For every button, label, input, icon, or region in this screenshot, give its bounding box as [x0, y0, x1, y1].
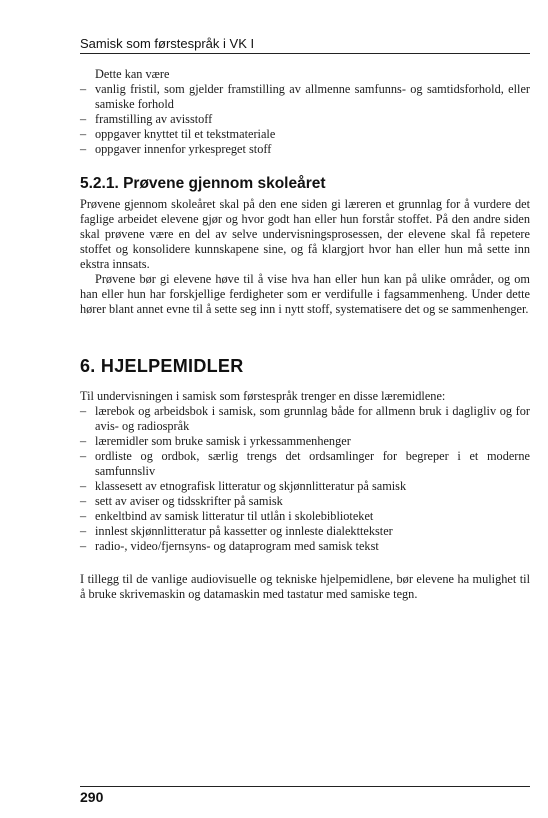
section-heading-6: 6. HJELPEMIDLER — [80, 356, 244, 376]
running-header: Samisk som førstespråk i VK I — [80, 36, 255, 51]
footer-rule — [80, 786, 530, 787]
list-item: – klassesett av etnografisk litteratur og skjønnlitteratur på samisk — [80, 479, 530, 494]
list-item: – oppgaver innenfor yrkespreget stoff — [80, 142, 530, 157]
list-item: – oppgaver knyttet til et tekstmateriale — [80, 127, 530, 142]
section-6-body — [80, 389, 530, 554]
list-item: – ordliste og ordbok, særlig trengs det ordsamlinger for begreper i et moderne samfunnsliv — [80, 449, 530, 479]
list-item: – lærebok og arbeidsbok i samisk, som grunnlag både for allmenn bruk i dagligliv og for avis- og radiospråk — [80, 404, 530, 434]
paragraph: Prøvene gjennom skoleåret skal på den ene siden gi læreren et grunnlag for å vurdere det faglige arbeidet elevene gjør og hvor godt han eller hun forstår stoffet. På den andre siden skal prøvene være en del av selve undervisningsprosessen, der elevene skal få repetere stoffet og konsolidere kunnskapene sine, og få klargjort hvor han eller hun må sette inn ekstra innsats. — [80, 197, 530, 271]
page-number: 290 — [80, 789, 104, 805]
paragraph: Prøvene bør gi elevene høve til å vise hva han eller hun kan på ulike områder, og om han eller hun har forskjellige ferdigheter som er verdifulle i fagsammenheng. Under dette hører blant annet evne til å sette seg inn i nytt stoff, systematisere det og se sammenhenger. — [80, 272, 530, 316]
closing-block — [80, 572, 530, 602]
closing-paragraph: I tillegg til de vanlige audiovisuelle og tekniske hjelpemidlene, bør elevene ha mulighet til å bruke skrivemaskin og datamaskin med tastatur med samiske tegn. — [80, 572, 530, 601]
list-item: – vanlig fristil, som gjelder framstilling av allmenne samfunns- og samtidsforhold, eller samiske forhold — [80, 82, 530, 112]
intro-block — [80, 67, 530, 157]
section-heading-521: 5.2.1. Prøvene gjennom skoleåret — [80, 175, 326, 192]
section-521-body — [80, 197, 530, 317]
list-item: – læremidler som bruke samisk i yrkessammenhenger — [80, 434, 530, 449]
header-rule — [80, 53, 530, 54]
list-item: – framstilling av avisstoff — [80, 112, 530, 127]
intro-list — [80, 82, 530, 157]
aids-list — [80, 404, 530, 554]
intro-lead: Dette kan være — [95, 67, 170, 81]
list-item: – radio-, video/fjernsyns- og dataprogram med samisk tekst — [80, 539, 530, 554]
list-item: – sett av aviser og tidsskrifter på samisk — [80, 494, 530, 509]
list-item: – enkeltbind av samisk litteratur til utlån i skolebiblioteket — [80, 509, 530, 524]
section-6-lead: Til undervisningen i samisk som førstespråk trenger en disse læremidlene: — [80, 389, 446, 403]
list-item: – innlest skjønnlitteratur på kassetter og innleste dialekttekster — [80, 524, 530, 539]
